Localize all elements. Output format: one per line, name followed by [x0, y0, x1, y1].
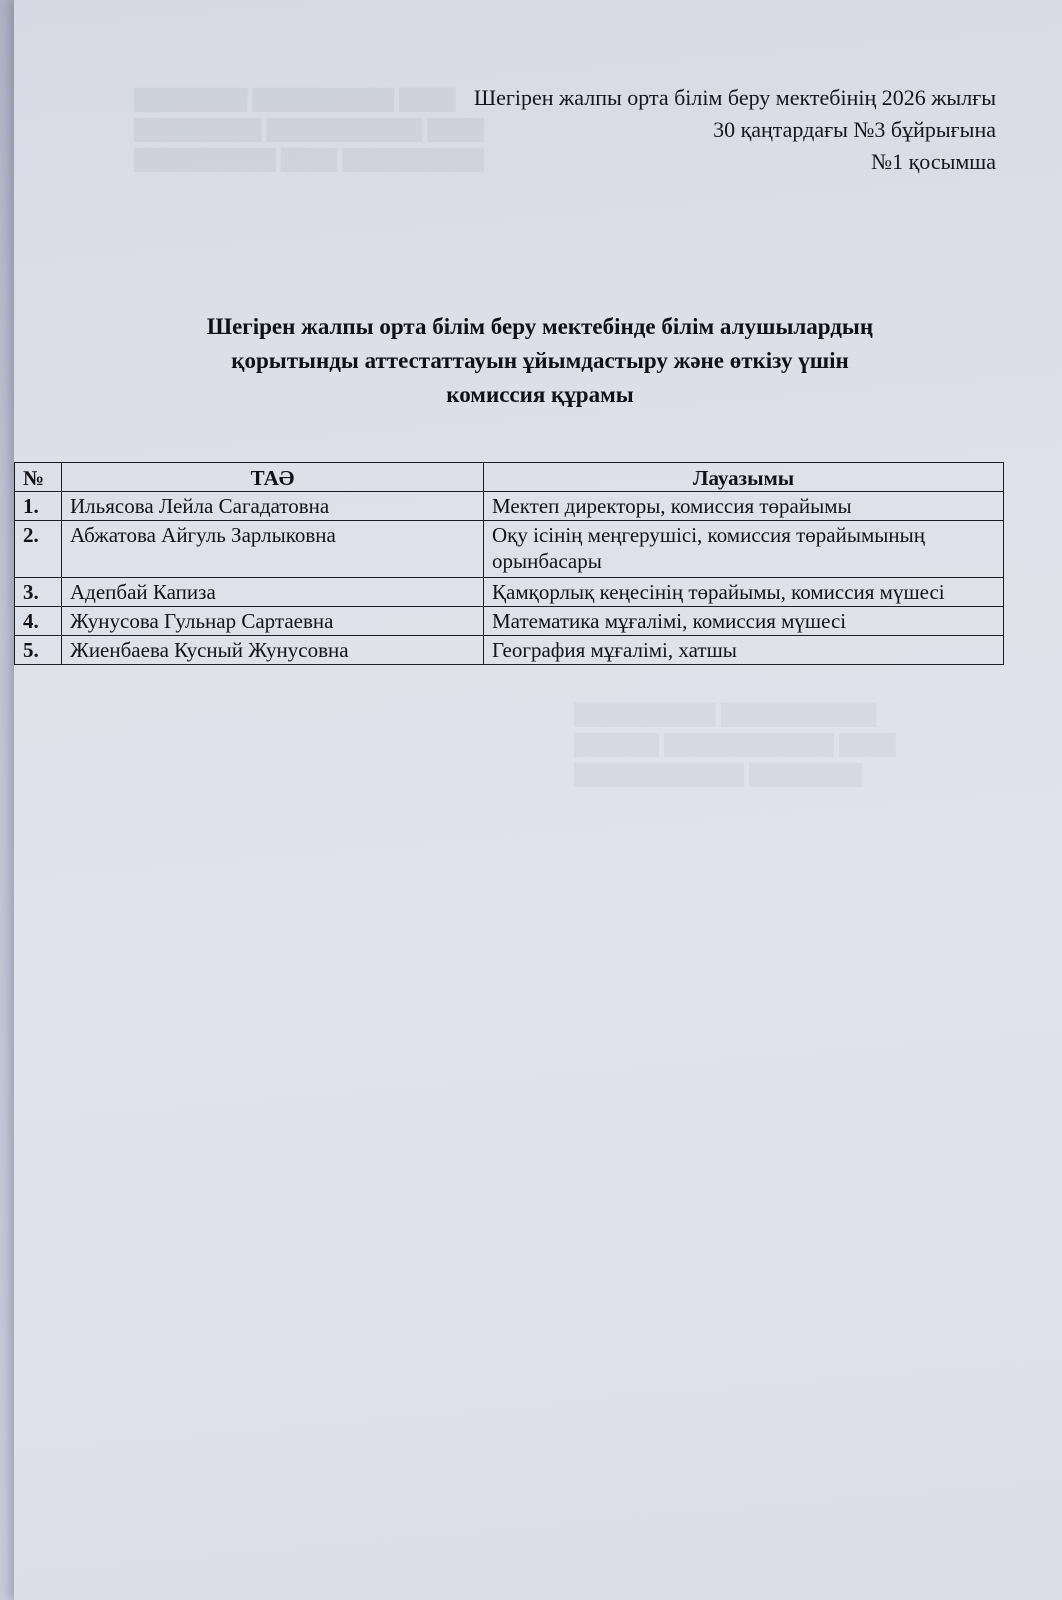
- member-position: Қамқорлық кеңесінің төрайымы, комиссия мүшесі: [484, 578, 1004, 607]
- table-row: [15, 492, 1004, 521]
- table-row: [15, 607, 1004, 636]
- member-name: Абжатова Айгуль Зарлыковна: [62, 521, 484, 578]
- column-header-name: ТАӘ: [62, 463, 484, 492]
- header-line: №1 қосымша: [871, 149, 996, 174]
- member-position: Мектеп директоры, комиссия төрайымы: [484, 492, 1004, 521]
- table-header-row: [15, 463, 1004, 492]
- title-line: комиссия құрамы: [446, 382, 634, 407]
- show-through-texture: ████████ ██████████ ████ █████████ ███████████ ████ ██████████ ████ ██████████: [134, 89, 485, 171]
- member-position: Математика мұғалімі, комиссия мүшесі: [484, 607, 1004, 636]
- row-number: 2.: [15, 521, 62, 578]
- member-name: Ильясова Лейла Сагадатовна: [62, 492, 484, 521]
- title-line: Шегірен жалпы орта білім беру мектебінде білім алушылардың: [206, 314, 874, 339]
- header-line: Шегірен жалпы орта білім беру мектебінің 2026 жылғы: [473, 85, 996, 110]
- column-header-position: Лауазымы: [484, 463, 1004, 492]
- document-title: [110, 310, 970, 412]
- member-position: География мұғалімі, хатшы: [484, 636, 1004, 665]
- member-name: Жунусова Гульнар Сартаевна: [62, 607, 484, 636]
- member-name: Адепбай Капиза: [62, 578, 484, 607]
- show-through-texture: ██████████ ███████████ ██████ ████████████ ████ ████████████ ████████: [574, 704, 896, 786]
- order-reference-header: [474, 82, 996, 178]
- row-number: 4.: [15, 607, 62, 636]
- table-row: [15, 636, 1004, 665]
- member-position: Оқу ісінің меңгерушісі, комиссия төрайымының орынбасары: [484, 521, 1004, 578]
- title-line: қорытынды аттестаттауын ұйымдастыру және өткізу үшін: [231, 348, 849, 373]
- column-header-number: №: [15, 463, 62, 492]
- document-page: [14, 0, 1062, 1600]
- header-line: 30 қаңтардағы №3 бұйрығына: [713, 117, 996, 142]
- table-row: [15, 521, 1004, 578]
- row-number: 3.: [15, 578, 62, 607]
- commission-table: [14, 462, 1004, 665]
- member-name: Жиенбаева Кусный Жунусовна: [62, 636, 484, 665]
- row-number: 1.: [15, 492, 62, 521]
- row-number: 5.: [15, 636, 62, 665]
- table-row: [15, 578, 1004, 607]
